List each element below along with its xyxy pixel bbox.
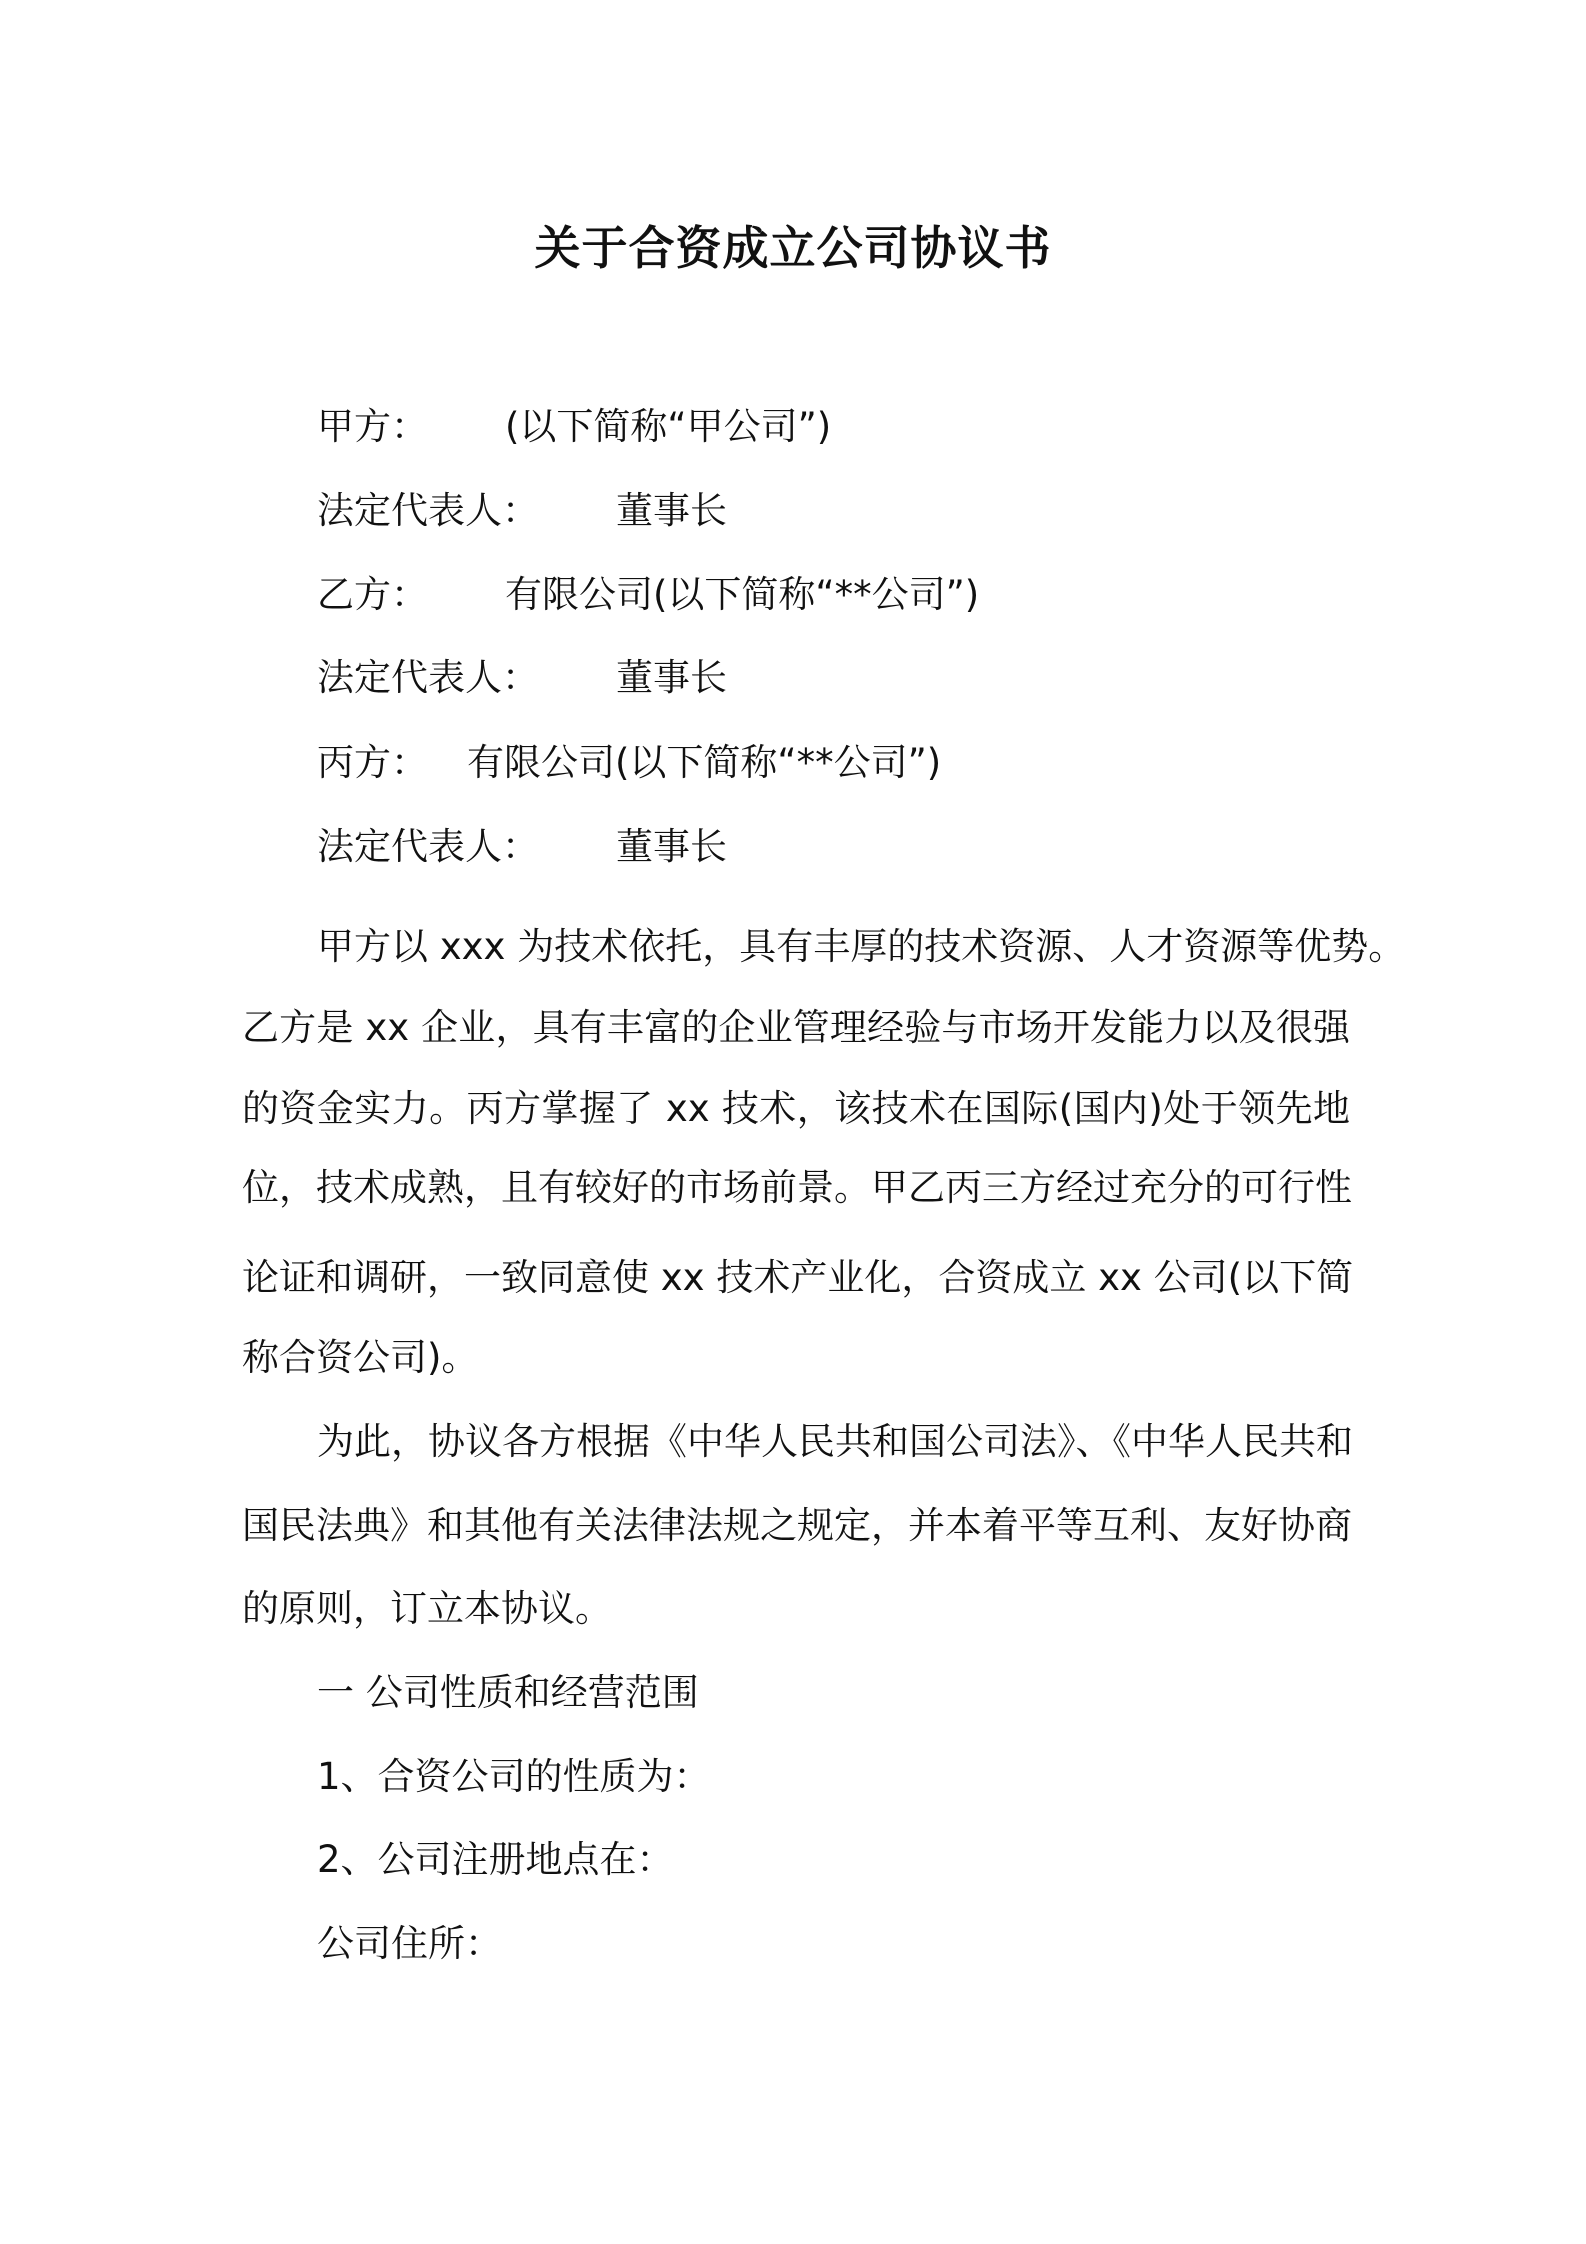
paragraph-2-line-1: 为此，协议各方根据《中华人民共和国公司法》、《中华人民共和: [317, 1420, 1353, 1463]
paragraph-1-line-6: 称合资公司)。: [242, 1336, 479, 1379]
party-c-value: 有限公司(以下简称“**公司”): [467, 741, 942, 784]
party-a-label: 甲方：: [317, 405, 428, 448]
party-b-label: 乙方：: [317, 573, 428, 616]
section-1-item-1: 1、合资公司的性质为：: [317, 1755, 711, 1798]
paragraph-1-line-5: 论证和调研，一致同意使 xx 技术产业化，合资成立 xx 公司(以下简: [242, 1256, 1354, 1299]
paragraph-1-line-4: 位，技术成熟，且有较好的市场前景。甲乙丙三方经过充分的可行性: [242, 1166, 1352, 1209]
party-b-rep-label: 法定代表人：: [317, 656, 539, 699]
section-1-item-2: 2、公司注册地点在：: [317, 1838, 674, 1881]
party-c-rep-label: 法定代表人：: [317, 825, 539, 868]
section-1-heading: 一 公司性质和经营范围: [317, 1671, 699, 1714]
paragraph-1-line-1: 甲方以 xxx 为技术依托，具有丰厚的技术资源、人才资源等优势。: [317, 925, 1406, 968]
party-a-rep-value: 董事长: [616, 489, 727, 532]
document-title: 关于合资成立公司协议书: [534, 221, 1052, 275]
paragraph-2-line-2: 国民法典》和其他有关法律法规之规定，并本着平等互利、友好协商: [242, 1504, 1352, 1547]
party-b-value: 有限公司(以下简称“**公司”): [505, 573, 980, 616]
party-c-label: 丙方：: [317, 741, 428, 784]
paragraph-1-line-2: 乙方是 xx 企业，具有丰富的企业管理经验与市场开发能力以及很强: [242, 1006, 1350, 1049]
party-a-value: (以下简称“甲公司”): [505, 405, 832, 448]
party-b-rep-value: 董事长: [616, 656, 727, 699]
section-1-address: 公司住所：: [317, 1922, 502, 1965]
party-c-rep-value: 董事长: [616, 825, 727, 868]
paragraph-1-line-3: 的资金实力。丙方掌握了 xx 技术，该技术在国际(国内)处于领先地: [242, 1087, 1350, 1130]
paragraph-2-line-3: 的原则，订立本协议。: [242, 1587, 612, 1630]
party-a-rep-label: 法定代表人：: [317, 489, 539, 532]
